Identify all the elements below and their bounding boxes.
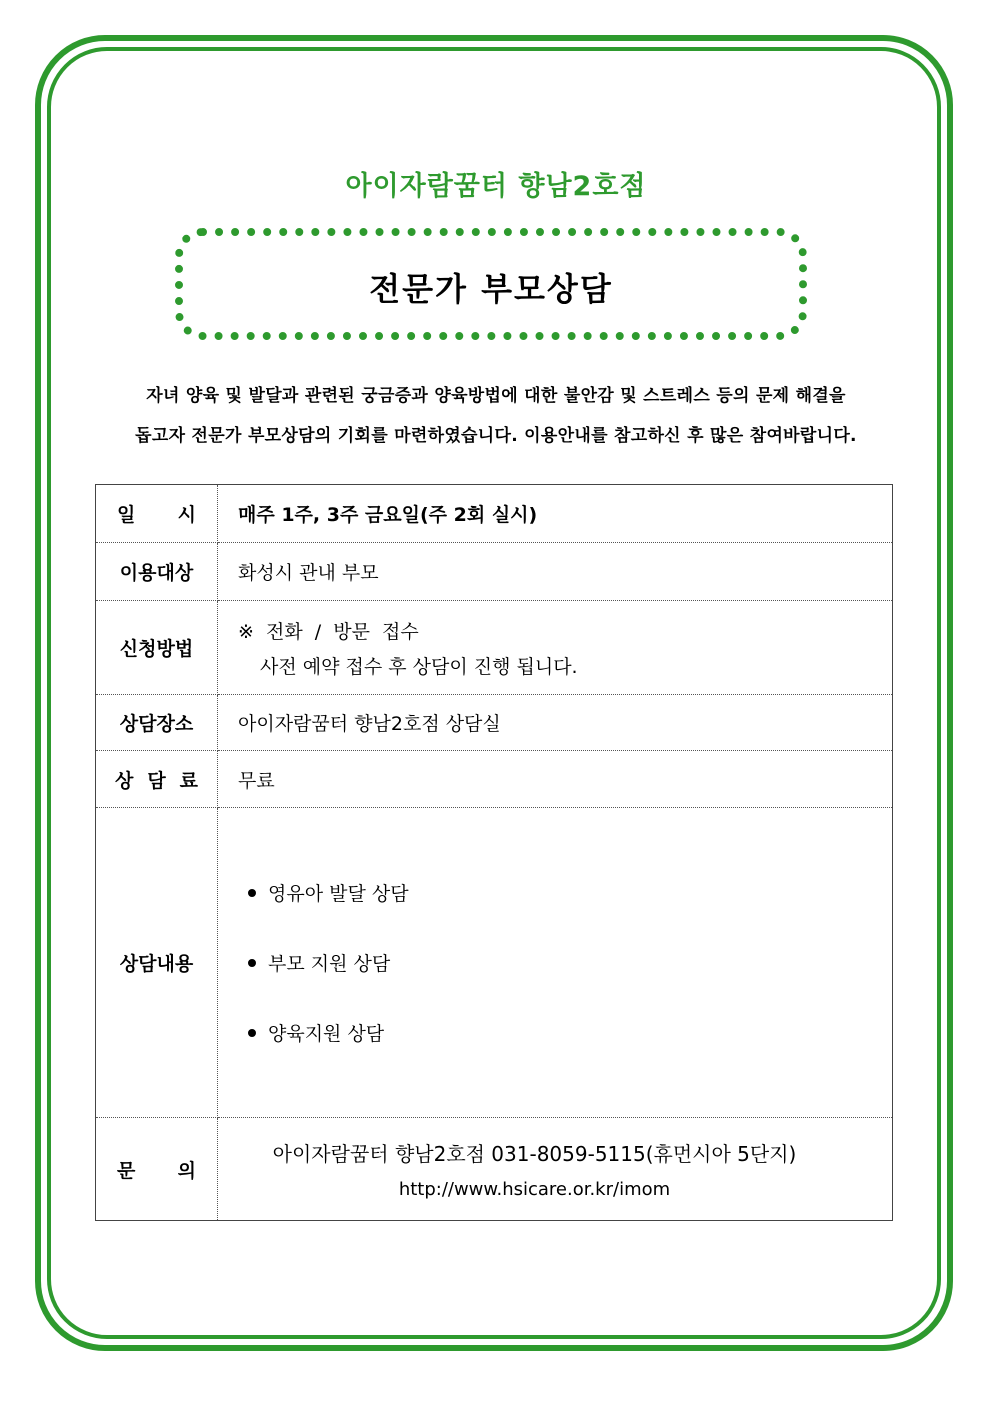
fee-label-char-1: 상 [115,769,134,792]
bullet-icon [248,959,256,967]
apply-line-1: ※ 전화 / 방문 접수 [238,620,419,643]
bullet-icon [248,889,256,897]
target-value: 화성시 관내 부모 [218,543,893,601]
intro-line-2: 돕고자 전문가 부모상담의 기회를 마련하였습니다. 이용안내를 참고하신 후 많은 참여바랍니다. [135,426,857,446]
list-item [238,998,891,1068]
contact-value [218,1118,893,1221]
content-item-2: 부모 지원 상담 [268,953,391,975]
table-row-contact [96,1118,893,1221]
fee-label-char-3: 료 [179,769,198,792]
date-label [96,485,218,543]
table-row-date [96,485,893,543]
contact-label-char-2: 의 [177,1159,196,1182]
bullet-icon [248,1029,256,1037]
date-label-char-1: 일 [117,504,136,526]
table-row-target [96,543,893,601]
place-value: 아이자람꿈터 향남2호점 상담실 [218,695,893,751]
fee-value: 무료 [218,751,893,808]
page-title: 전문가 부모상담 [369,270,613,308]
table-row-place [96,695,893,751]
target-label: 이용대상 [96,543,218,601]
fee-label [96,751,218,808]
fee-label-char-2: 담 [147,769,166,792]
date-label-char-2: 시 [177,504,196,526]
intro-paragraph [96,376,896,456]
contact-url-link[interactable]: http://www.hsicare.or.kr/imom [398,1179,671,1200]
content-item-3: 양육지원 상담 [268,1023,385,1045]
list-item [238,928,891,998]
apply-label: 신청방법 [96,601,218,695]
table-row-content [96,808,893,1118]
info-table [95,484,893,1221]
apply-line-2: 사전 예약 접수 후 상담이 진행 됩니다. [260,655,578,678]
contact-phone: 아이자람꿈터 향남2호점 031-8059-5115(휴먼시아 5단지) [272,1142,797,1166]
intro-line-1: 자녀 양육 및 발달과 관련된 궁금증과 양육방법에 대한 불안감 및 스트레스 등의 문제 해결을 [146,386,846,406]
apply-value [218,601,893,695]
list-item [238,858,891,928]
contact-label [96,1118,218,1221]
content-value [218,808,893,1118]
contact-label-char-1: 문 [117,1159,136,1182]
table-row-fee [96,751,893,808]
place-label: 상담장소 [96,695,218,751]
center-name-heading: 아이자람꿈터 향남2호점 [345,171,647,202]
date-value: 매주 1주, 3주 금요일(주 2회 실시) [218,485,893,543]
content-item-1: 영유아 발달 상담 [268,883,409,905]
table-row-apply [96,601,893,695]
content-label: 상담내용 [96,808,218,1118]
